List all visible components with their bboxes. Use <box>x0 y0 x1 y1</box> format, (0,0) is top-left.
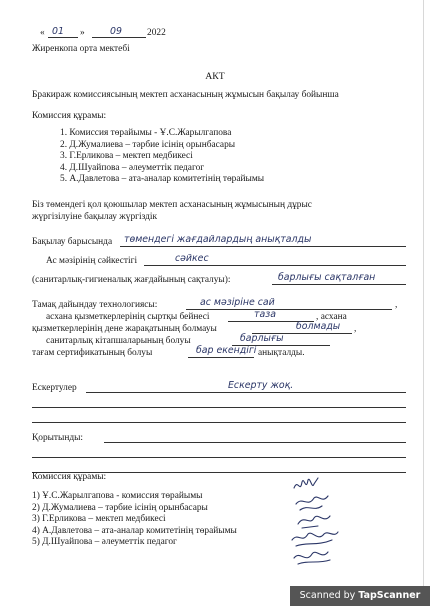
intro-line-2: жүргізілуіне бақылау жүргіздік <box>32 212 158 222</box>
conclusion-line-1 <box>104 442 406 443</box>
commission-member: 5. А.Давлетова – ата-аналар комитетінің төрайымы <box>60 174 265 185</box>
signer-item: 5) Д.Шуайпова – әлеуметтік педагог <box>32 537 177 548</box>
cert-line <box>188 357 254 358</box>
cert-end: анықталды. <box>258 348 305 358</box>
commission-member: 2. Д.Жумалиева – тәрбие ісінің орынбасары <box>60 139 236 150</box>
tech-value: ас мәзіріне сай <box>200 297 275 308</box>
date-month: 09 <box>110 26 122 37</box>
injury-end: , <box>354 324 357 334</box>
commission-member: 1. Комиссия төрайымы - Ұ.С.Жарылгапова <box>60 128 232 138</box>
signatures-image <box>288 474 344 570</box>
signer-item: 3) Г.Ерликова – мектеп медбикесі <box>32 514 166 525</box>
menu-line <box>144 265 406 266</box>
remarks-line-1 <box>86 392 406 393</box>
menu-value: сәйкес <box>175 253 209 264</box>
date-day: 01 <box>52 26 64 37</box>
commission-member: 3. Г.Ерликова – мектеп медбикесі <box>60 151 193 162</box>
appearance-end: , асхана <box>316 312 347 322</box>
cert-value: бар екендігі <box>196 345 257 356</box>
sanitary-label: (санитарлық-гигиеналық жағдайының сақталуы): <box>32 275 231 285</box>
control-label: Бақылау барысында <box>32 237 113 247</box>
scanner-badge <box>290 586 430 606</box>
appearance-value: таза <box>254 309 276 320</box>
control-value: төмендегі жағдайлардың анықталды <box>124 234 312 245</box>
school-name: Жиренкопа орта мектебі <box>32 44 130 54</box>
signers-heading: Комиссия құрамы: <box>32 472 107 482</box>
date-day-line <box>48 37 78 38</box>
sanitary-line <box>272 284 406 285</box>
page-edge <box>423 0 424 586</box>
scanner-brand: TapScanner <box>358 590 421 601</box>
commission-list <box>60 128 264 186</box>
conclusion-line-2 <box>32 457 406 458</box>
document-title: АКТ <box>205 71 225 82</box>
date-close-quote: » <box>80 28 85 38</box>
books-value: барлығы <box>240 333 284 344</box>
scanner-prefix: Scanned by <box>299 590 359 601</box>
signer-item: 1) Ұ.С.Жарылгапова - комиссия төрайымы <box>32 491 203 501</box>
control-line <box>120 246 406 247</box>
sanitary-value: барлығы сақталған <box>278 272 376 283</box>
commission-member: 4. Д.Шуайпова – әлеуметтік педагог <box>60 162 205 173</box>
signer-item: 2) Д.Жумалиева – тәрбие ісінің орынбасары <box>32 502 208 513</box>
tech-end: , <box>395 300 398 310</box>
remarks-label: Ескертулер <box>32 383 77 393</box>
menu-label: Ас мәзірінің сәйкестігі <box>46 256 138 266</box>
remarks-line-3 <box>32 422 406 423</box>
tech-line <box>186 309 392 310</box>
tech-label: Тамақ дайындау технологиясы: <box>32 300 158 310</box>
intro-line-1: Біз төмендегі қол қоюшылар мектеп асханасының жұмысының дұрыс <box>32 200 312 210</box>
appearance-label: асхана қызметкерлерінің сыртқы бейнесі <box>46 312 210 322</box>
signer-item: 4) А.Давлетова – ата-аналар комитетінің төрайымы <box>32 525 237 536</box>
injury-value: болмады <box>296 321 341 332</box>
signers-list <box>32 491 237 549</box>
conclusion-label: Қорытынды: <box>32 433 84 443</box>
date-year: 2022 <box>147 28 166 38</box>
remarks-line-2 <box>32 407 406 408</box>
cert-label: тағам сертификатының болуы <box>32 348 153 358</box>
document-subject: Бракираж комиссиясының мектеп асханасының жұмысын бақылау бойынша <box>32 90 339 100</box>
date-open-quote: « <box>40 28 45 38</box>
commission-heading: Комиссия құрамы: <box>32 111 107 121</box>
books-label: санитарлық кітапшаларының болуы <box>46 336 191 346</box>
injury-label: қызметкерлерінің дене жарақатының болмауы <box>32 324 217 334</box>
date-month-line <box>92 37 146 38</box>
remarks-value: Ескерту жоқ. <box>228 380 294 391</box>
